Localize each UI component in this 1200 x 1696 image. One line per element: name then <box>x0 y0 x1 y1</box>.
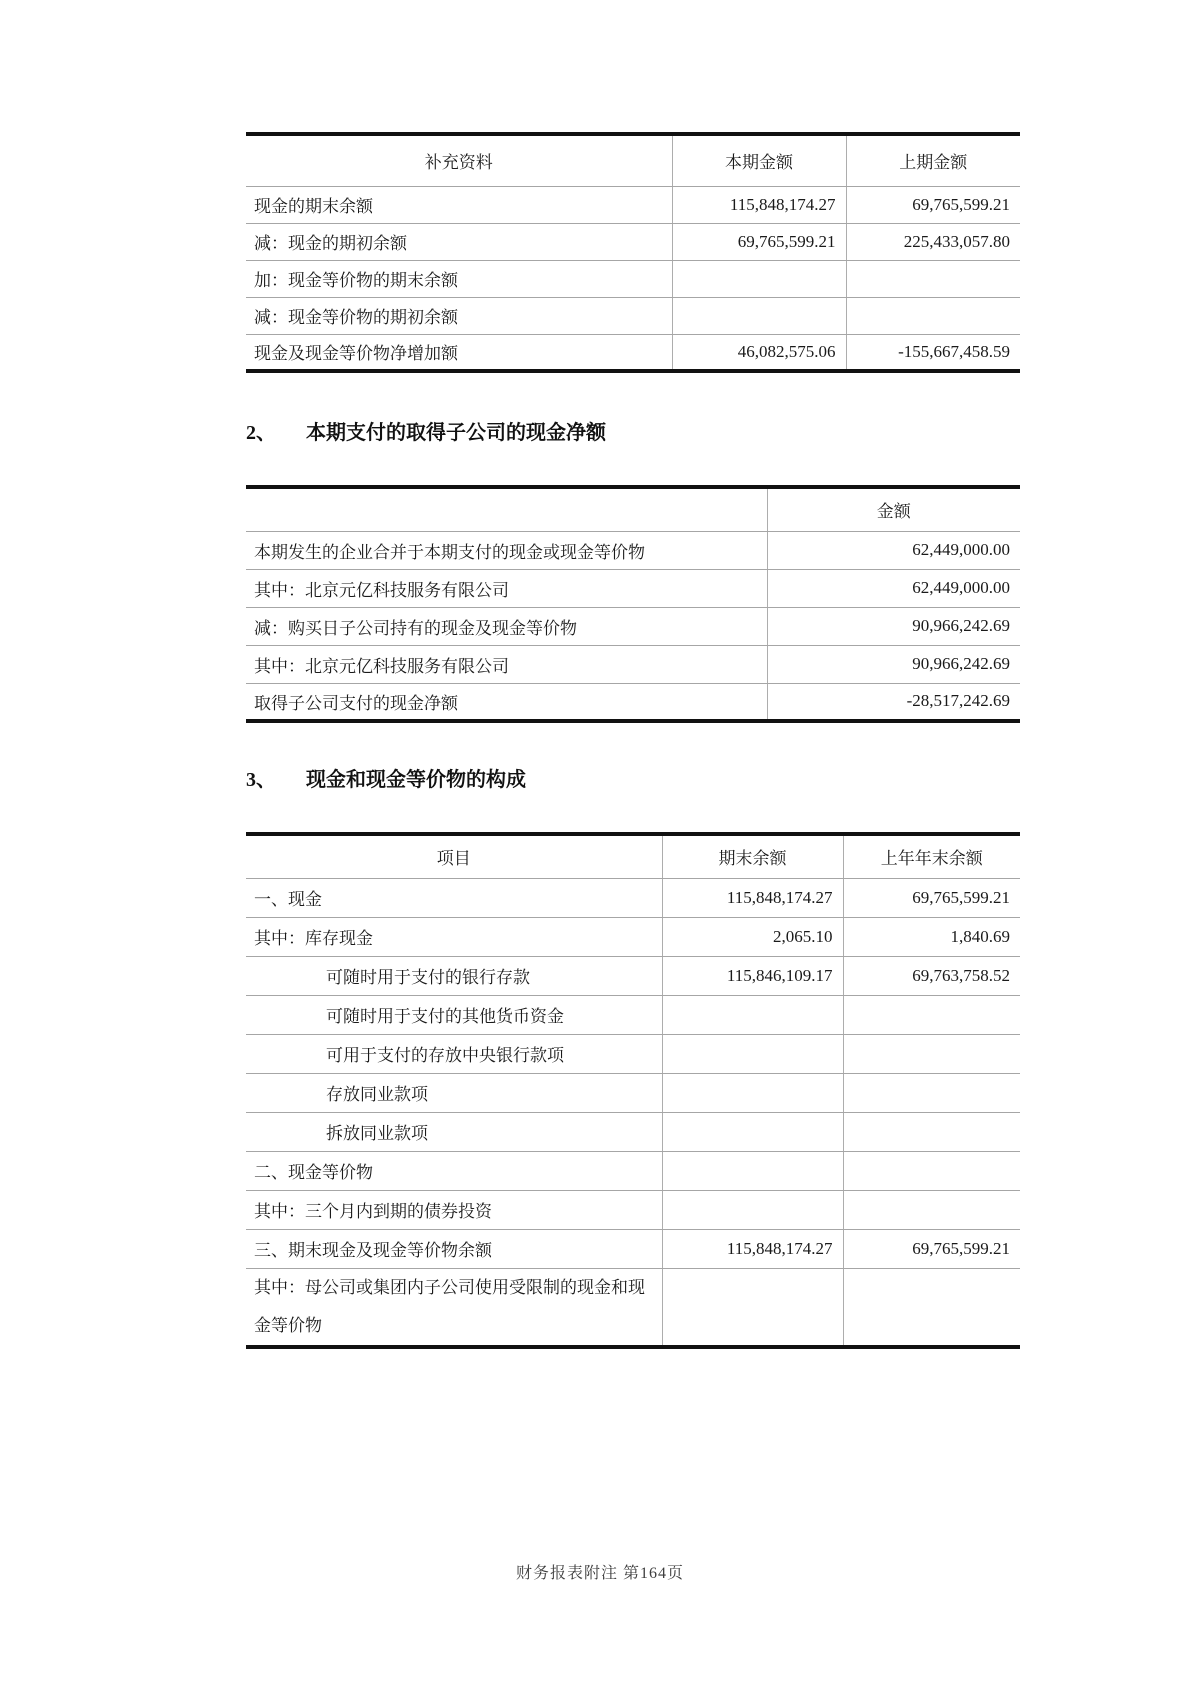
row-ending-balance <box>662 1151 843 1190</box>
row-current-amount: 115,848,174.27 <box>672 186 846 223</box>
section-3-heading <box>246 763 526 792</box>
row-label: 三、期末现金及现金等价物余额 <box>246 1229 662 1268</box>
row-ending-balance <box>662 1034 843 1073</box>
table-header-row <box>246 134 1020 186</box>
table-row <box>246 878 1020 917</box>
subsidiary-cash-table <box>246 485 1020 723</box>
row-ending-balance <box>662 1268 843 1347</box>
row-prior-year-balance <box>843 1112 1020 1151</box>
row-label: 本期发生的企业合并于本期支付的现金或现金等价物 <box>246 531 767 569</box>
table-row <box>246 995 1020 1034</box>
row-label: 现金的期末余额 <box>246 186 672 223</box>
row-prior-year-balance <box>843 1034 1020 1073</box>
row-label: 减：现金的期初余额 <box>246 223 672 260</box>
table-row <box>246 607 1020 645</box>
row-prior-year-balance: 69,765,599.21 <box>843 1229 1020 1268</box>
row-prior-year-balance: 1,840.69 <box>843 917 1020 956</box>
row-amount: 62,449,000.00 <box>767 569 1020 607</box>
row-amount: -28,517,242.69 <box>767 683 1020 721</box>
column-header-item: 项目 <box>246 834 662 878</box>
table-row <box>246 260 1020 297</box>
row-current-amount <box>672 297 846 334</box>
table-row <box>246 645 1020 683</box>
row-label: 二、现金等价物 <box>246 1151 662 1190</box>
table-row <box>246 531 1020 569</box>
row-prior-year-balance <box>843 1268 1020 1347</box>
table-row <box>246 917 1020 956</box>
row-ending-balance <box>662 1112 843 1151</box>
row-label: 一、现金 <box>246 878 662 917</box>
supplementary-info-table <box>246 132 1020 373</box>
row-label: 其中：三个月内到期的债券投资 <box>246 1190 662 1229</box>
column-header-prior-year-balance: 上年年末余额 <box>843 834 1020 878</box>
cash-composition-table <box>246 832 1020 1349</box>
row-prior-year-balance <box>843 995 1020 1034</box>
page-footer: 财务报表附注 第164页 <box>515 1565 684 1582</box>
row-prior-year-balance <box>843 1073 1020 1112</box>
row-amount: 90,966,242.69 <box>767 607 1020 645</box>
table-row <box>246 1112 1020 1151</box>
row-current-amount: 69,765,599.21 <box>672 223 846 260</box>
table-row <box>246 1268 1020 1347</box>
row-ending-balance <box>662 1073 843 1112</box>
row-label: 可用于支付的存放中央银行款项 <box>246 1034 662 1073</box>
table-row <box>246 1073 1020 1112</box>
table-row <box>246 1190 1020 1229</box>
column-header-supplementary: 补充资料 <box>246 134 672 186</box>
column-header-amount: 金额 <box>767 487 1020 531</box>
row-ending-balance: 2,065.10 <box>662 917 843 956</box>
row-prior-amount <box>846 260 1020 297</box>
row-label: 可随时用于支付的银行存款 <box>246 956 662 995</box>
column-header-current-period: 本期金额 <box>672 134 846 186</box>
row-label: 现金及现金等价物净增加额 <box>246 334 672 371</box>
section-2-number: 2、 <box>246 422 276 444</box>
table-row <box>246 1151 1020 1190</box>
row-label: 拆放同业款项 <box>246 1112 662 1151</box>
table-row <box>246 223 1020 260</box>
row-prior-amount: 69,765,599.21 <box>846 186 1020 223</box>
section-3-number: 3、 <box>246 769 276 791</box>
row-label: 加：现金等价物的期末余额 <box>246 260 672 297</box>
row-label: 其中：北京元亿科技服务有限公司 <box>246 569 767 607</box>
row-amount: 90,966,242.69 <box>767 645 1020 683</box>
table-header-row <box>246 487 1020 531</box>
row-label: 减：现金等价物的期初余额 <box>246 297 672 334</box>
row-ending-balance <box>662 995 843 1034</box>
table-row <box>246 186 1020 223</box>
row-label: 存放同业款项 <box>246 1073 662 1112</box>
row-label: 取得子公司支付的现金净额 <box>246 683 767 721</box>
row-ending-balance: 115,848,174.27 <box>662 1229 843 1268</box>
row-prior-amount <box>846 297 1020 334</box>
section-3-title: 现金和现金等价物的构成 <box>306 769 526 791</box>
row-label: 其中：北京元亿科技服务有限公司 <box>246 645 767 683</box>
column-header-prior-period: 上期金额 <box>846 134 1020 186</box>
row-ending-balance: 115,848,174.27 <box>662 878 843 917</box>
table-row <box>246 569 1020 607</box>
row-amount: 62,449,000.00 <box>767 531 1020 569</box>
row-prior-year-balance: 69,763,758.52 <box>843 956 1020 995</box>
table-row <box>246 334 1020 371</box>
row-prior-year-balance <box>843 1190 1020 1229</box>
row-prior-year-balance: 69,765,599.21 <box>843 878 1020 917</box>
row-ending-balance: 115,846,109.17 <box>662 956 843 995</box>
table-row <box>246 956 1020 995</box>
row-current-amount: 46,082,575.06 <box>672 334 846 371</box>
column-header-ending-balance: 期末余额 <box>662 834 843 878</box>
row-prior-year-balance <box>843 1151 1020 1190</box>
row-ending-balance <box>662 1190 843 1229</box>
row-prior-amount: 225,433,057.80 <box>846 223 1020 260</box>
row-label: 可随时用于支付的其他货币资金 <box>246 995 662 1034</box>
section-2-title: 本期支付的取得子公司的现金净额 <box>306 422 606 444</box>
table-row <box>246 1034 1020 1073</box>
column-header-blank <box>246 487 767 531</box>
table-row <box>246 683 1020 721</box>
row-current-amount <box>672 260 846 297</box>
row-label: 其中：母公司或集团内子公司使用受限制的现金和现金等价物 <box>246 1268 662 1347</box>
section-2-heading <box>246 416 606 445</box>
row-label: 其中：库存现金 <box>246 917 662 956</box>
table-row <box>246 1229 1020 1268</box>
table-header-row <box>246 834 1020 878</box>
row-label: 减：购买日子公司持有的现金及现金等价物 <box>246 607 767 645</box>
table-row <box>246 297 1020 334</box>
row-prior-amount: -155,667,458.59 <box>846 334 1020 371</box>
